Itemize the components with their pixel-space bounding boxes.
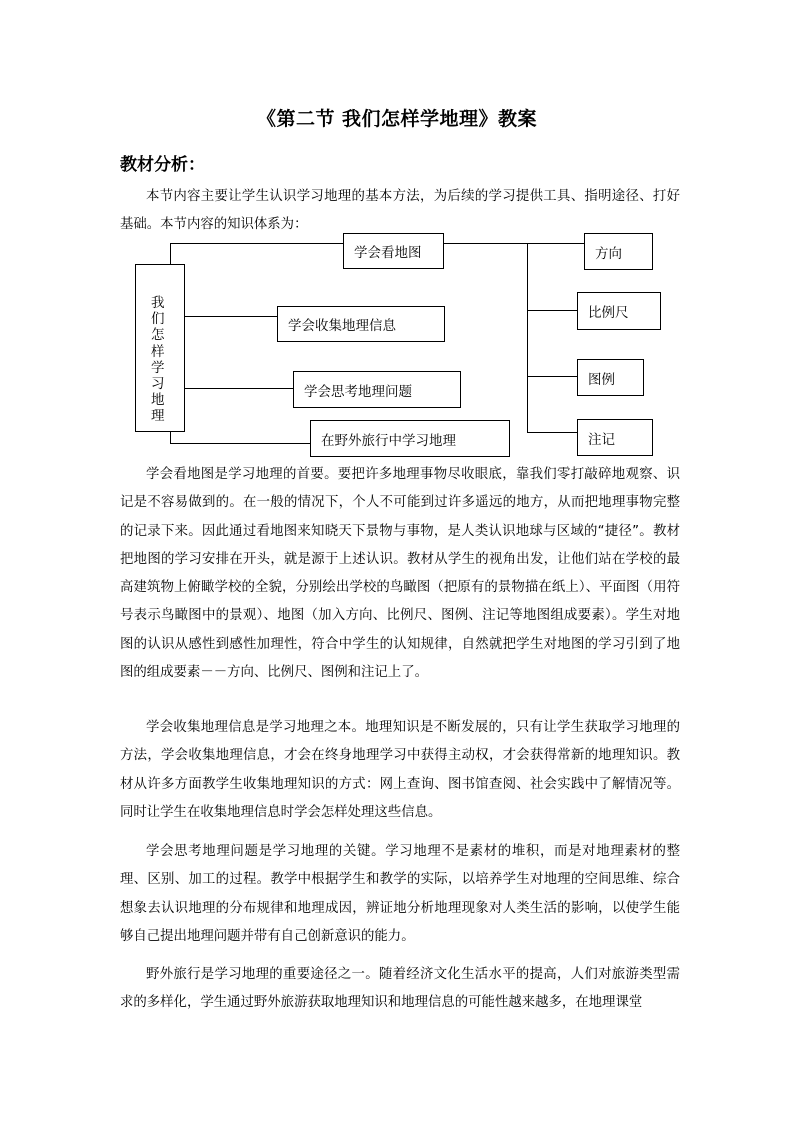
method-box-collect-info: 学会收集地理信息 — [277, 306, 445, 342]
intro-paragraph: 本节内容主要让学生认识学习地理的基本方法，为后续的学习提供工具、指明途径、打好基础。本节内容的知识体系为： — [120, 189, 680, 233]
connector-line — [527, 310, 577, 311]
paragraph-map: 学会看地图是学习地理的首要。要把许多地理事物尽收眼底，靠我们零打敲碎地观察、识记是不容易做到的。在一般的情况下，个人不可能到过许多遥远的地方，从而把地理事物完整的记录下来。因此通过看地图来知晓天下景物与事物，是人类认识地球与区域的“捷径”。教材把地图的学习安排在开头，就是源于上述认识。教材从学生的视角出发，让他们站在学校的最高建筑物上俯瞰学校的全貌，分别绘出学校的鸟瞰图（把原有的景物描在纸上）、平面图（用符号表示鸟瞰图中的景观）、地图（加入方向、比例尺、图例、注记等地图组成要素）。学生对地图的认识从感性到感性加理性，符合中学生的认知规律，自然就把学生对地图的学习引到了地图的组成要素－－方向、比例尺、图例和注记上了。 — [120, 467, 680, 681]
paragraph-travel: 野外旅行是学习地理的重要途径之一。随着经济文化生活水平的提高，人们对旅游类型需求的多样化，学生通过野外旅游获取地理知识和地理信息的可能性越来越多，在地理课堂 — [120, 967, 680, 1011]
map-element-legend: 图例 — [577, 359, 644, 396]
section-heading: 教材分析： — [120, 155, 205, 175]
map-element-scale: 比例尺 — [577, 292, 661, 330]
map-element-annotation: 注记 — [577, 419, 653, 456]
connector-line — [185, 316, 278, 317]
map-element-direction: 方向 — [584, 233, 653, 270]
connector-line — [443, 243, 585, 244]
method-box-think-questions: 学会思考地理问题 — [293, 371, 461, 408]
connector-line — [527, 376, 577, 377]
connector-line — [527, 243, 528, 432]
diagram-root-box — [135, 264, 185, 432]
connector-line — [170, 443, 311, 444]
diagram-root-label: 我们怎样学习地理 — [151, 295, 165, 425]
connector-line — [170, 432, 171, 443]
connector-line — [170, 243, 345, 244]
method-box-field-travel: 在野外旅行中学习地理 — [310, 420, 510, 457]
connector-line — [527, 432, 577, 433]
paragraph-think: 学会思考地理问题是学习地理的关键。学习地理不是素材的堆积，而是对地理素材的整理、区别、加工的过程。教学中根据学生和教学的实际，以培养学生对地理的空间思维、综合想象去认识地理的分布规律和地理成因，辨证地分析地理现象对人类生活的影响，以使学生能够自己提出地理问题并带有自己创新意识的能力。 — [120, 844, 680, 944]
connector-line — [185, 388, 294, 389]
connector-line — [170, 243, 171, 264]
paragraph-collect: 学会收集地理信息是学习地理之本。地理知识是不断发展的，只有让学生获取学习地理的方法，学会收集地理信息，才会在终身地理学习中获得主动权，才会获得常新的地理知识。教材从许多方面教学生收集地理知识的方式：网上查询、图书馆查阅、社会实践中了解情况等。同时让学生在收集地理信息时学会怎样处理这些信息。 — [120, 720, 680, 820]
method-box-read-map: 学会看地图 — [343, 233, 444, 269]
page-title: 《第二节 我们怎样学地理》教案 — [256, 108, 538, 130]
